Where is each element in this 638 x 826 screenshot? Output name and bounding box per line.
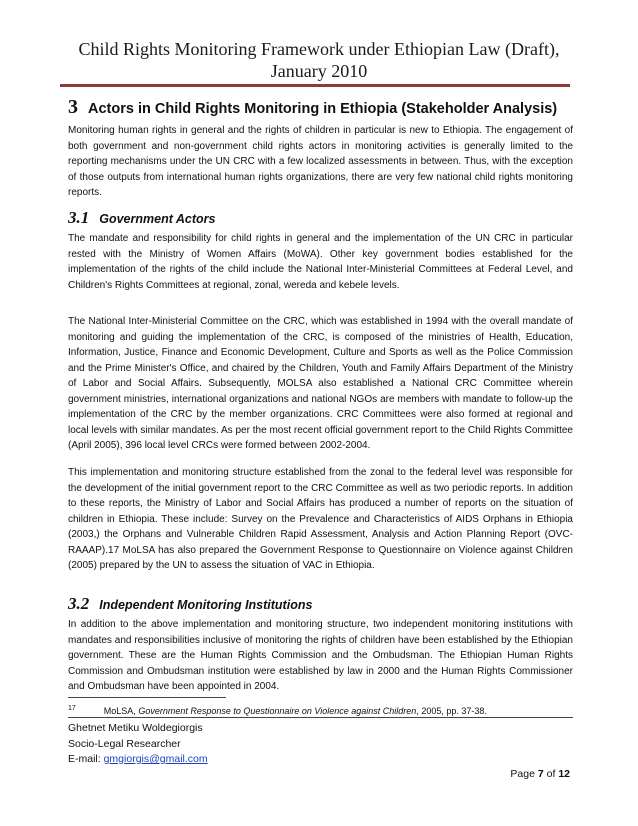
section-3-2-title: Independent Monitoring Institutions <box>99 598 313 612</box>
footnote-mark: 17 <box>68 705 76 712</box>
header-divider <box>60 84 570 87</box>
page-current: 7 <box>537 768 544 780</box>
page-number <box>510 768 570 780</box>
header-title-line1: Child Rights Monitoring Framework under Ethiopian Law (Draft), <box>78 39 560 59</box>
footnote-divider <box>68 697 226 698</box>
section-3-title: Actors in Child Rights Monitoring in Ethiopia (Stakeholder Analysis) <box>88 101 558 117</box>
section-3-1-paragraph-2: The National Inter-Ministerial Committee on the CRC, which was established in 1994 with the overall mandate of monitoring and guiding the implementation of the CRC, is composed of the ministries of Health, Education, Information, Justice, Finance and Economic Development, Culture and Sports as well as the Police Commission and the Prime Minister's Office, and chaired by the Children, Youth and Family Affairs Department of the Ministry of Labor and Social Affairs. Subsequently, MOLSA also established a National CRC Committee wherein government ministries, international organizations and national NGOs are members with mandate to follow-up the implementation of the CRC by the member organizations. CRC Committees were also formed at regional and local levels with similar mandates. As per the most recent official government report to the Child Rights Committee (April 2005), 396 local level CRCs were formed between 2002-2004. <box>68 316 573 451</box>
page-total: 12 <box>558 768 570 780</box>
section-3-heading <box>68 96 573 120</box>
footnote-title: Government Response to Questionnaire on Violence against Children <box>138 706 417 716</box>
author-email-line <box>68 752 208 768</box>
email-link[interactable]: gmgiorgis@gmail.com <box>103 753 208 765</box>
header-title-line2: January 2010 <box>270 61 368 81</box>
section-3-1-paragraph-3: This implementation and monitoring structure established from the zonal to the federal level was responsible for the development of the initial government report to the CRC Committee as well as two periodic reports. In addition to these reports, the Ministry of Labor and Social Affairs has produced a number of reports on the situation of children in Ethiopia. These include: Survey on the Prevalence and Characteristics of AIDS Orphans in Ethiopia (2003,) the Orphans and Vulnerable Children Rapid Assessment, Analysis and Action Planning Report (OVC-RAAAP).17 MoLSA has also prepared the Government Response to Questionnaire on Violence against Children (2005) prepared by the UN to assess the situation of VAC in Ethiopia. <box>68 467 573 571</box>
page-prefix: Page <box>510 768 538 780</box>
section-3-2-paragraph: In addition to the above implementation and monitoring structure, two independent monitoring institutions with mandates and responsibilities inclusive of monitoring the rights of children have been established by the Ethiopian government. These are the Human Rights Commission and the Ombudsman. The Ethiopian Human Rights Commission and Ombudsman institution were established by law in 2000 and the Human Rights Commissioner and Ombudsman have been appointed in 2004. <box>68 619 573 692</box>
footer-divider <box>68 717 573 718</box>
section-3-paragraph: Monitoring human rights in general and the rights of children in particular is new to Ethiopia. The engagement of both government and non-government child rights actors in monitoring activities is generally limited to the reporting mechanisms under the UN CRC with a few localized assessments in between. Thus, with the exception of those outputs from international human rights organizations, there are very few national child rights monitoring reports. <box>68 125 573 198</box>
section-3-1-paragraph-1: The mandate and responsibility for child rights in general and the implementation of the UN CRC in particular rested with the Ministry of Women Affairs (MoWA). Other key government bodies established for the implementation of the rights of the child include the National Inter-Ministerial Committees at Federal Level, and Children's Rights Committees at regional, zonal, wereda and kebele levels. <box>68 233 573 291</box>
footnote-prefix: MoLSA, <box>103 706 139 716</box>
section-3-number: 3 <box>68 96 78 118</box>
author-role: Socio-Legal Researcher <box>68 737 181 750</box>
section-3-1-title: Government Actors <box>99 212 216 226</box>
footnote-suffix: , 2005, pp. 37-38. <box>416 706 487 716</box>
section-3-1-number: 3.1 <box>68 208 90 227</box>
section-3-1-heading <box>68 207 573 230</box>
footer-author-block <box>68 721 208 768</box>
email-label: E-mail: <box>68 753 104 765</box>
footnote <box>68 703 573 717</box>
running-header <box>60 38 578 82</box>
author-name: Ghetnet Metiku Woldegiorgis <box>68 722 203 734</box>
section-3-2-number: 3.2 <box>68 594 90 613</box>
section-3-2-heading <box>68 593 573 616</box>
page-of: of <box>543 768 559 780</box>
